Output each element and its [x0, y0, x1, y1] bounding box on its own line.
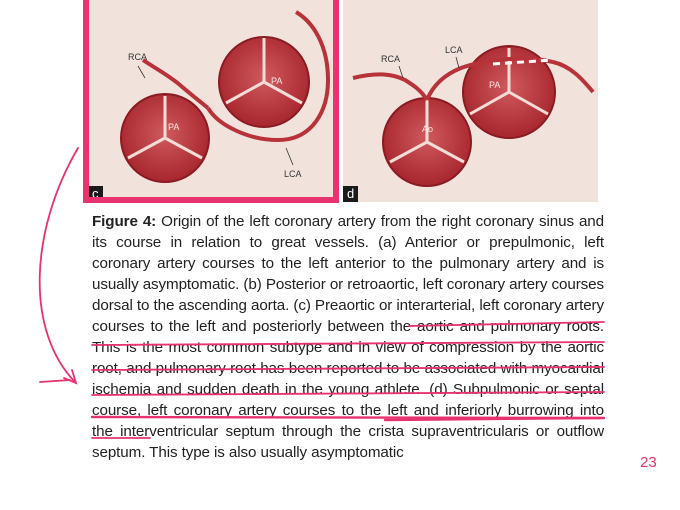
- lca-label: LCA: [445, 45, 463, 55]
- lca-label: LCA: [284, 169, 302, 179]
- underline-2: [92, 342, 604, 345]
- curved-arrow: [40, 148, 78, 382]
- underline-3: [92, 367, 604, 370]
- caption-label: Figure 4:: [92, 213, 157, 230]
- underline-4: [92, 392, 604, 395]
- rca-label: RCA: [381, 54, 401, 64]
- svg-text:PA: PA: [489, 80, 501, 90]
- svg-text:Ao: Ao: [422, 124, 434, 134]
- rca-label: RCA: [128, 52, 148, 62]
- arrow-tick: [40, 380, 70, 382]
- svg-text:PA: PA: [168, 122, 180, 132]
- panel-c-letter: c: [88, 186, 103, 202]
- svg-text:PA: PA: [271, 76, 283, 86]
- caption-text: Origin of the left coronary artery from the right coronary sinus and its course in relation to great vessels. (a) Anterior or prepulmonic, left coronary artery courses to the left anterior to the pulmonary artery and is usually asymptomatic. (b) Posterior or retroaortic, left coronary artery courses dorsal to the ascending aorta. (c) Preaortic or interarterial, left coronary artery courses to the left and posteriorly between the aortic and pulmonary roots. This is the most common subtype and in view of compression by the aortic root, and pulmonary root has been reported to be associated with myocardial ischemia and sudden death in the young athlete. (d) Subpulmonic or septal course, left coronary artery courses to the left and inferiorly burrowing into the interventricular septum through the crista supraventricularis or outflow septum. This type is also usually asymptomatic: [92, 213, 604, 461]
- underline-1: [409, 322, 604, 326]
- panel-d-letter: d: [343, 186, 358, 202]
- page-number: 23: [640, 454, 657, 471]
